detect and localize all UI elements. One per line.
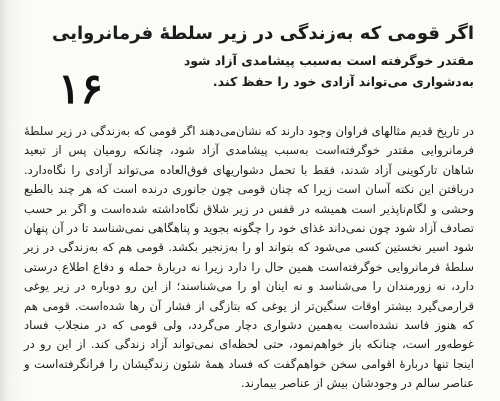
chapter-subtitle: مقتدر خوگرفته است به‌سبب پیشامدی آزاد شود به‌دشواری می‌تواند آزادی خود را حفظ کند. [183, 53, 474, 89]
chapter-title: اگر قومی که به‌زندگی در زیر سلطهٔ فرمانروایی [52, 23, 474, 44]
chapter-number: ۱۶ [58, 64, 104, 113]
body-paragraph: در تاریخ قدیم مثالهای فراوان وجود دارند که نشان‌می‌دهند اگر قومی که به‌زندگی در زیر سلطهٔ فرمانروایی مقتدر خوگرفته‌است به‌سبب پیشامدی آزاد شود، چنانکه رومیان پس از تبعید شاهان تارکوینی آزاد شدند، فقط با تحمل دشواریهای فوق‌العاده می‌تواند آزادی را نگاه‌دارد. دریافتن این نکته آسان است زیرا که چنان قومی چون جانوری درنده است که هر چند بالطبع وحشی و لگام‌ناپذیر است همیشه در قفس در زیر شلاق نگاه‌داشته شده‌است و اگر بر حسب تصادف آزاد شود چون نمی‌داند غذای خود را چگونه بجوید و پناهگاهی نمی‌شناسد تا در آن پنهان شود اسیر نخستین کسی می‌شود که بتواند او را به‌زنجیر بکشد. قومی هم که به‌زندگی در زیر سلطهٔ فرمانروایی خوگرفته‌است همین حال را دارد زیرا نه دربارهٔ حمله و دفاع اطلاع درستی دارد، نه زورمندان را می‌شناسد و نه اینان او را می‌شناسند؛ از این رو دوباره در زیر یوغی قرارمی‌گیرد بیشتر اوقات سنگین‌تر از یوغی که بتازگی از فشار آن رها شده‌است. قومی هم که هنوز فاسد نشده‌است به‌همین دشواری دچار می‌گردد، ولی قومی که در منجلاب فساد غوطه‌ور است، چنانکه باز خواهم‌نمود، حتی لحظه‌ای نمی‌تواند آزاد زندگی کند. از این رو در اینجا تنها دربارهٔ اقوامی سخن خواهم‌گفت که فساد همهٔ شئون زندگیشان را فرانگرفته‌است و عناصر سالم در وجودشان بیش از عناصر بیمارند. [24, 124, 474, 391]
page-gutter-shadow [0, 0, 10, 401]
